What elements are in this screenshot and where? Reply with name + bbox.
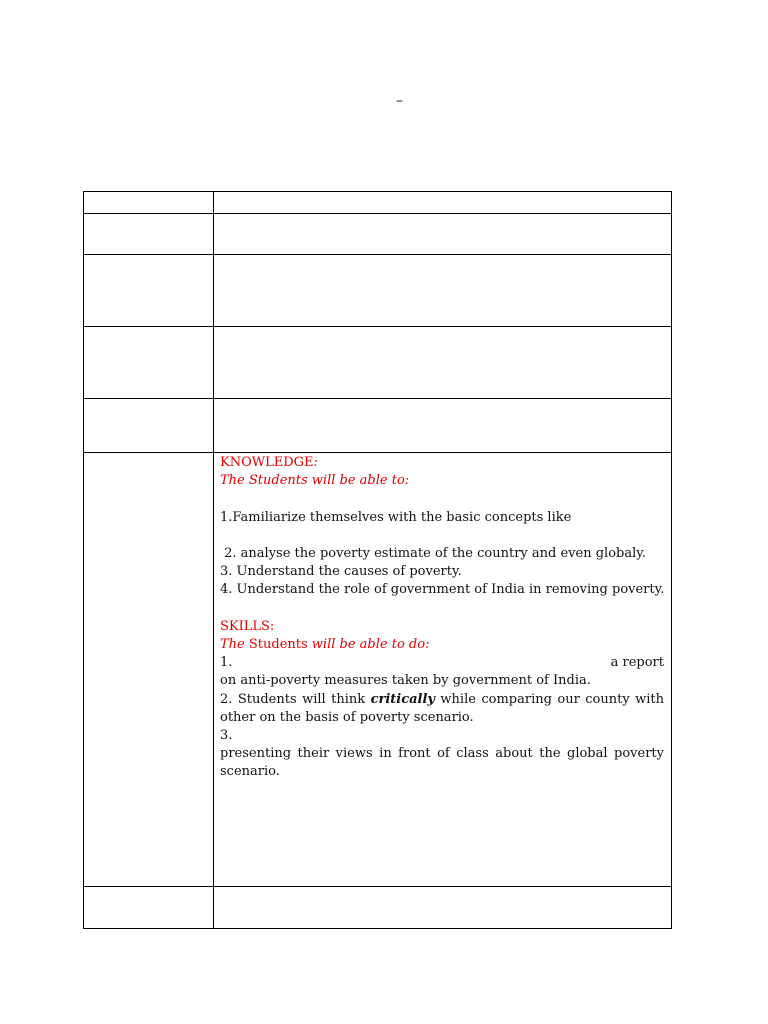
lesson-plan-table <box>83 191 672 929</box>
skills-intro-mid: Students <box>248 636 312 652</box>
knowledge-item-3: 3. Understand the causes of poverty. <box>220 564 462 580</box>
knowledge-item-2: 2. analyse the poverty estimate of the country and even globaly. <box>220 545 646 561</box>
skill-1-number: 1. <box>220 655 233 671</box>
knowledge-item-1: 1.Familiarize themselves with the basic concepts like <box>220 509 572 525</box>
objectives-row <box>84 453 672 887</box>
table-row <box>84 887 672 929</box>
skill-2-after: while comparing our county with other on the basis of poverty scenario. <box>220 691 669 725</box>
skill-2-before: 2. Students will think <box>220 691 371 707</box>
label-cell <box>84 887 214 929</box>
table-row <box>84 399 672 453</box>
skills-intro-suffix: will be able to do: <box>311 636 430 652</box>
skills-intro <box>220 636 664 654</box>
value-cell <box>214 327 672 399</box>
skills-heading: SKILLS: <box>220 618 275 634</box>
skill-1-first-line <box>220 654 664 672</box>
header-dash: – <box>396 93 403 109</box>
table-row <box>84 192 672 214</box>
objectives-content <box>214 453 671 782</box>
spacer <box>220 527 664 545</box>
knowledge-intro: The Students will be able to: <box>220 473 410 489</box>
skill-3-rest: presenting their views in front of class about the global poverty scenario. <box>220 746 664 780</box>
skill-1-tail: a report <box>610 655 664 671</box>
knowledge-heading <box>220 454 664 472</box>
label-cell <box>84 214 214 255</box>
knowledge-heading-label: KNOWLEDGE <box>220 455 314 470</box>
value-cell <box>214 887 672 929</box>
spacer <box>220 600 664 618</box>
skills-intro-prefix: The <box>220 636 249 652</box>
value-cell <box>214 255 672 327</box>
knowledge-item-4: 4. Understand the role of government of India in removing poverty. <box>220 582 665 598</box>
value-cell <box>214 192 672 214</box>
label-cell <box>84 255 214 327</box>
table-row <box>84 255 672 327</box>
label-cell <box>84 327 214 399</box>
knowledge-heading-colon: : <box>313 455 318 470</box>
label-cell <box>84 192 214 214</box>
label-cell <box>84 453 214 887</box>
table-row <box>84 327 672 399</box>
spacer <box>220 490 664 508</box>
skill-3-number: 3. <box>220 728 233 743</box>
label-cell <box>84 399 214 453</box>
objectives-cell <box>214 453 672 887</box>
value-cell <box>214 399 672 453</box>
skill-2-emphasis: critically <box>370 691 435 707</box>
skill-2 <box>220 691 669 727</box>
value-cell <box>214 214 672 255</box>
skill-1-rest: on anti-poverty measures taken by government of India. <box>220 673 591 689</box>
table-row <box>84 214 672 255</box>
